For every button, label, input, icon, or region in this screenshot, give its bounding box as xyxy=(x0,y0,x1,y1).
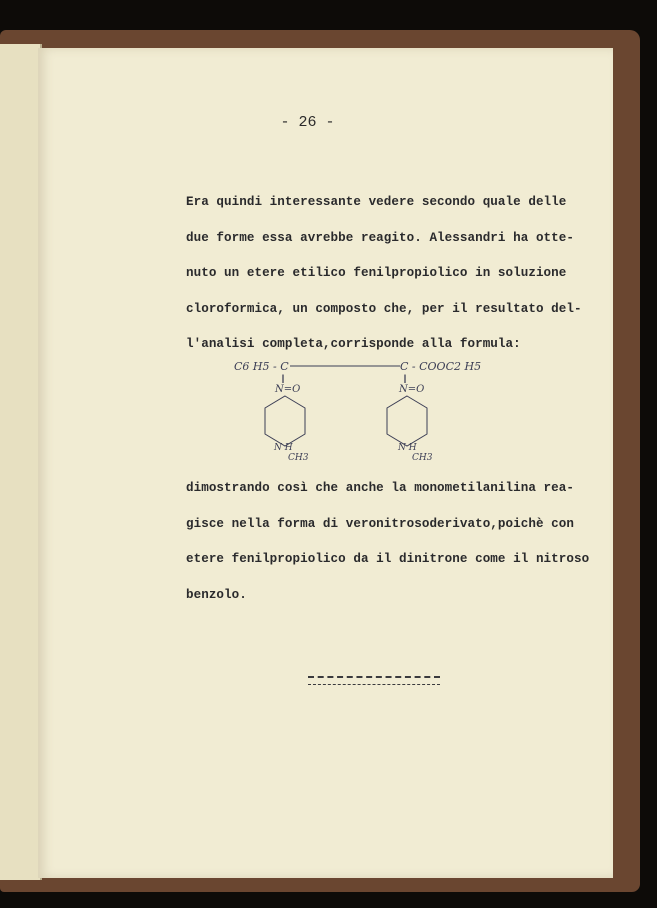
formula-methyl: CH3 xyxy=(412,453,433,463)
page-number: - 26 - xyxy=(280,114,335,131)
paragraph-2 xyxy=(186,480,589,622)
chemical-formula xyxy=(228,356,518,466)
text-line: etere fenilpropiolico da il dinitrone come il nitroso xyxy=(186,552,590,566)
text-line: l'analisi completa,corrisponde alla formula: xyxy=(186,337,521,351)
text-line: benzolo. xyxy=(186,587,247,602)
formula-n-oxide: N=O xyxy=(275,384,301,395)
text-line: gisce nella forma di veronitrosoderivato,poichè con xyxy=(186,516,574,531)
formula-methyl: CH3 xyxy=(288,453,309,463)
text-line: nuto un etere etilico fenilpropiolico in soluzione xyxy=(186,266,567,280)
formula-double-bond: ‖ xyxy=(403,374,407,383)
formula-double-bond: ‖ xyxy=(281,374,285,383)
text-line: cloroformica, un composto che, per il resultato del- xyxy=(186,301,582,316)
formula-nh: N H xyxy=(274,443,293,453)
text-line: dimostrando così che anche la monometilanilina rea- xyxy=(186,481,574,495)
end-separator-rule xyxy=(308,676,440,685)
text-line: Era quindi interessante vedere secondo quale delle xyxy=(186,195,567,209)
formula-n-oxide: N=O xyxy=(399,384,425,395)
document-page xyxy=(38,48,613,878)
formula-left-group: C6 H5 - C xyxy=(234,360,289,373)
benzene-ring-left xyxy=(265,396,305,446)
benzene-ring-right xyxy=(387,396,427,446)
paragraph-1 xyxy=(186,194,582,372)
formula-nh: N H xyxy=(398,443,417,453)
formula-right-group: C - COOC2 H5 xyxy=(400,360,482,373)
left-page-edge xyxy=(0,44,42,880)
text-line: due forme essa avrebbe reagito. Alessandri ha otte- xyxy=(186,230,574,245)
